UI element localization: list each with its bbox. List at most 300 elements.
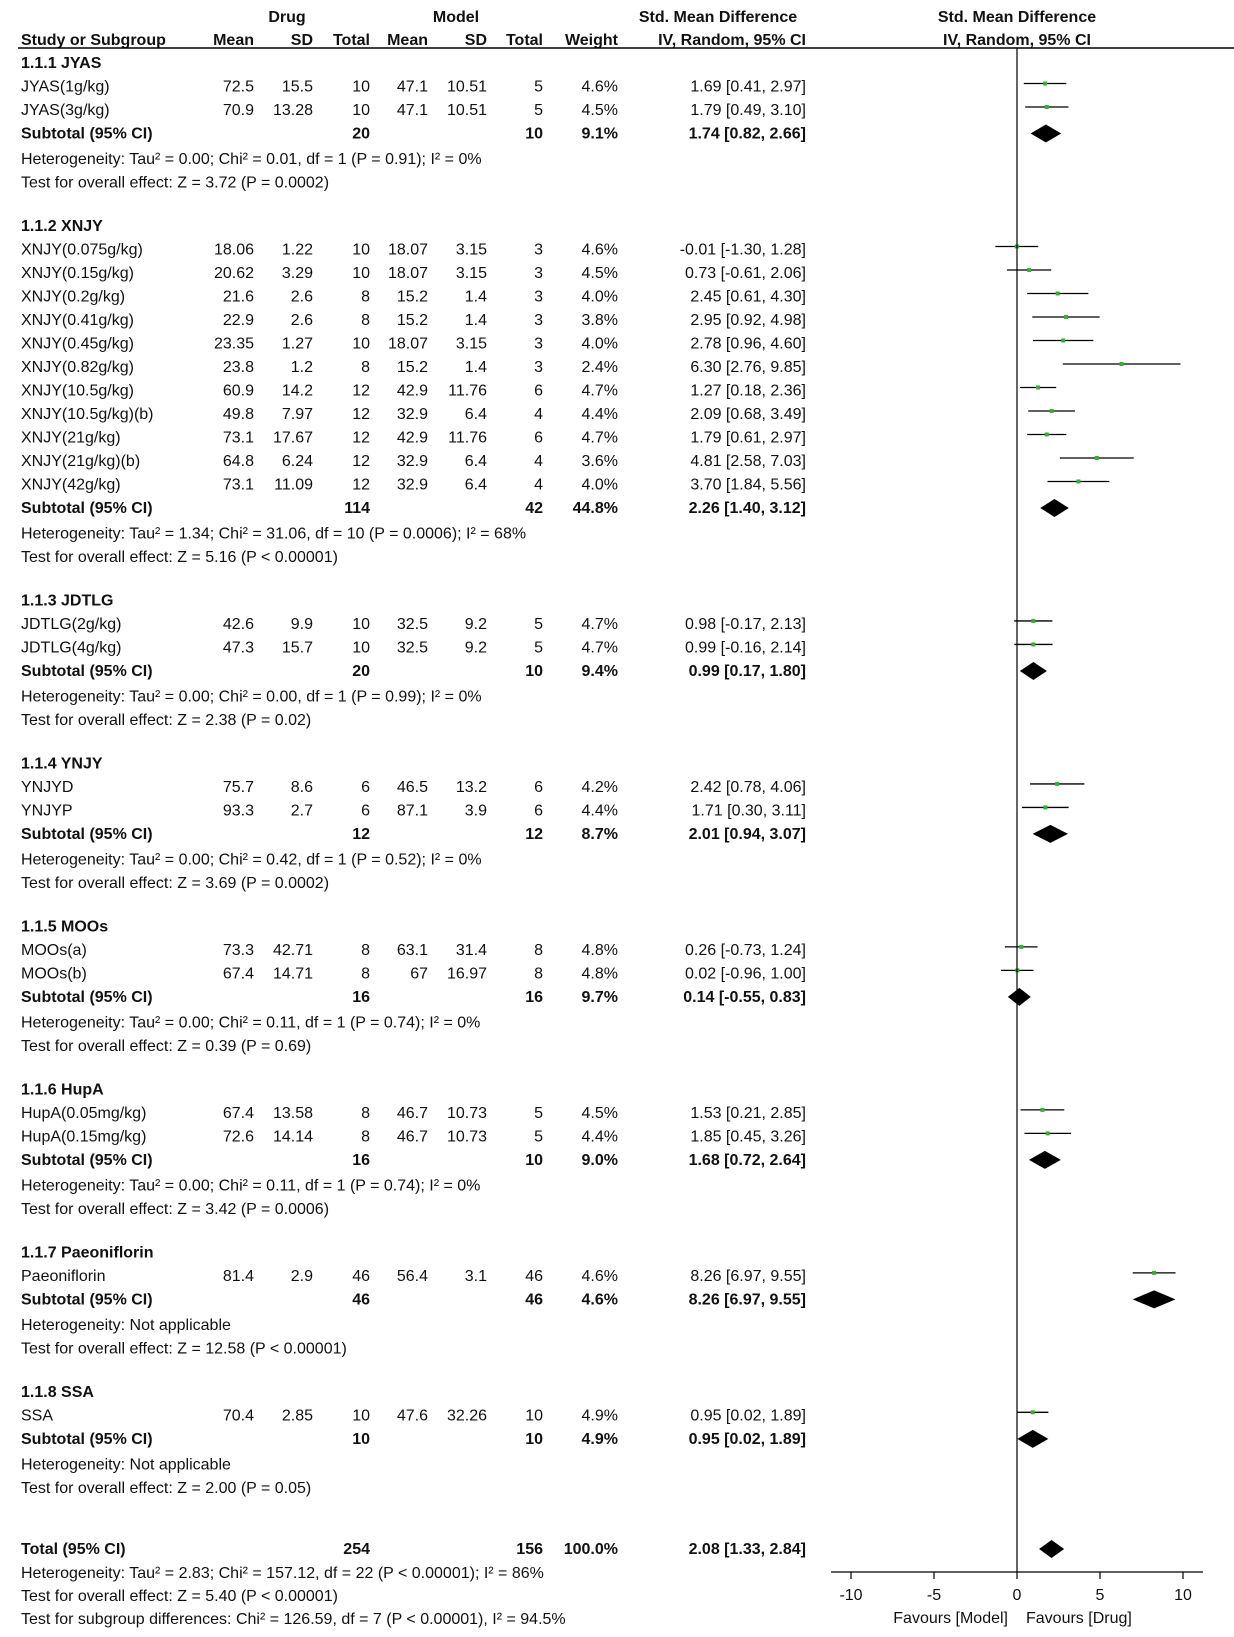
drug-total: 8: [361, 941, 370, 959]
drug-mean: 22.9: [222, 311, 254, 329]
weight-value: 4.8%: [581, 941, 618, 959]
weight-value: 4.0%: [581, 335, 618, 353]
ci-value: 0.98 [-0.17, 2.13]: [685, 615, 806, 633]
ci-value: 1.68 [0.72, 2.64]: [688, 1151, 806, 1169]
model-total: 3: [534, 311, 543, 329]
ci-value: 1.27 [0.18, 2.36]: [690, 382, 806, 400]
drug-sd: 14.2: [281, 382, 313, 400]
total-heterogeneity-text: Heterogeneity: Tau² = 2.83; Chi² = 157.12, df = 22 (P < 0.00001); I² = 86%: [21, 1565, 544, 1582]
point-estimate: [1031, 1410, 1035, 1414]
weight-value: 4.7%: [581, 639, 618, 657]
subtotal-diamond: [1017, 1430, 1048, 1448]
heterogeneity-text: Heterogeneity: Tau² = 0.00; Chi² = 0.01, df = 1 (P = 0.91); I² = 0%: [21, 151, 482, 168]
ci-value: 2.42 [0.78, 4.06]: [690, 778, 806, 796]
model-sd: 1.4: [464, 311, 487, 329]
model-total: 5: [534, 78, 543, 96]
weight-value: 4.8%: [581, 965, 618, 983]
model-total: 46: [525, 1267, 543, 1285]
x-tick-label: -5: [926, 1587, 942, 1604]
weight-value: 9.4%: [581, 662, 618, 680]
model-sd: 6.4: [464, 452, 487, 470]
drug-sd: 1.22: [281, 241, 313, 259]
model-total: 6: [534, 802, 543, 820]
model-sd: 3.15: [455, 241, 487, 259]
ci-value: 2.45 [0.61, 4.30]: [690, 288, 806, 306]
heterogeneity-text: Heterogeneity: Tau² = 0.00; Chi² = 0.11, df = 1 (P = 0.74); I² = 0%: [21, 1177, 481, 1195]
overall-effect-text: Test for overall effect: Z = 2.00 (P = 0.05): [21, 1479, 312, 1497]
plot-subtitle: IV, Random, 95% CI: [943, 32, 1091, 49]
overall-effect-text: Test for overall effect: Z = 3.42 (P = 0.0006): [21, 1200, 330, 1218]
model-total: 5: [534, 102, 543, 119]
drug-total: 10: [352, 1430, 370, 1448]
ci-value: 8.26 [6.97, 9.55]: [688, 1291, 806, 1309]
model-total: 10: [525, 1407, 543, 1425]
model-sd: 9.2: [464, 639, 487, 657]
point-estimate: [1031, 619, 1035, 623]
favours-drug-label: Favours [Drug]: [1026, 1610, 1132, 1627]
study-column-header: Study or Subgroup: [21, 32, 166, 49]
ci-value: 2.09 [0.68, 3.49]: [690, 405, 806, 423]
ci-value: -0.01 [-1.30, 1.28]: [679, 241, 806, 259]
model-sd: 3.9: [464, 802, 487, 820]
smd-column-title: Std. Mean Difference: [638, 9, 798, 26]
model-total: 10: [525, 1430, 543, 1448]
model-mean: 32.9: [396, 476, 428, 494]
subtotal-diamond: [1040, 499, 1069, 517]
weight-value: 4.0%: [581, 288, 618, 306]
drug-mean: 70.4: [222, 1407, 254, 1425]
subtotal-diamond: [1029, 1151, 1061, 1169]
ci-value: 2.08 [1.33, 2.84]: [688, 1541, 806, 1558]
model-total: 42: [525, 499, 543, 517]
drug-mean: 73.1: [222, 429, 254, 447]
ci-value: 2.01 [0.94, 3.07]: [688, 825, 806, 843]
ci-value: 3.70 [1.84, 5.56]: [690, 476, 806, 494]
heterogeneity-text: Heterogeneity: Tau² = 1.34; Chi² = 31.06, df = 10 (P = 0.0006); I² = 68%: [21, 525, 527, 543]
drug-sd: 9.9: [290, 615, 313, 633]
weight-value: 4.7%: [581, 615, 618, 633]
weight-value: 3.6%: [581, 452, 618, 470]
weight-value: 4.6%: [581, 241, 618, 259]
model-total: 3: [534, 358, 543, 376]
ci-value: 4.81 [2.58, 7.03]: [690, 452, 806, 470]
drug-total: 8: [361, 358, 370, 376]
drug-sd: 6.24: [281, 452, 313, 470]
model-total: 4: [534, 405, 543, 423]
overall-effect-text: Test for overall effect: Z = 12.58 (P < 0.00001): [21, 1340, 347, 1358]
drug-sd: 2.6: [290, 311, 313, 329]
drug-total: 16: [352, 988, 370, 1006]
model-sd: 6.4: [464, 476, 487, 494]
drug-total: 8: [361, 1104, 370, 1122]
study-name: XNJY(0.82g/kg): [21, 358, 134, 376]
drug-total: 12: [352, 405, 370, 423]
point-estimate: [1095, 456, 1099, 460]
model-sd: 31.4: [455, 941, 487, 959]
study-name: HupA(0.15mg/kg): [21, 1128, 147, 1146]
plot-title: Std. Mean Difference: [937, 9, 1097, 26]
model-sd: 32.26: [446, 1407, 487, 1425]
drug-total: 10: [352, 1407, 370, 1425]
drug-total: 12: [352, 452, 370, 470]
model-total: 46: [525, 1291, 543, 1309]
point-estimate: [1036, 385, 1040, 389]
drug-total: 10: [352, 639, 370, 657]
model-total: 16: [525, 988, 543, 1006]
model-sd: 13.2: [455, 778, 487, 796]
model-mean: 47.1: [396, 102, 428, 119]
drug-mean: 49.8: [222, 405, 254, 423]
drug-sd: 13.58: [272, 1104, 313, 1122]
drug-total: 10: [352, 335, 370, 353]
study-name: JYAS(3g/kg): [21, 102, 110, 119]
study-name: JYAS(1g/kg): [21, 78, 110, 96]
model-total-header: Total: [505, 32, 543, 49]
model-mean: 56.4: [396, 1267, 428, 1285]
model-mean: 32.9: [396, 452, 428, 470]
point-estimate: [1120, 362, 1124, 366]
drug-mean: 60.9: [222, 382, 254, 400]
weight-value: 4.4%: [581, 802, 618, 820]
model-mean: 32.5: [396, 615, 428, 633]
subgroup-differences-text: Test for subgroup differences: Chi² = 126.59, df = 7 (P < 0.00001), I² = 94.5%: [21, 1611, 566, 1628]
drug-mean: 81.4: [222, 1267, 254, 1285]
weight-value: 4.9%: [581, 1407, 618, 1425]
drug-sd: 14.14: [272, 1128, 313, 1146]
drug-total: 12: [352, 476, 370, 494]
ci-value: 0.99 [-0.16, 2.14]: [685, 639, 806, 657]
study-name: XNJY(21g/kg): [21, 429, 121, 447]
overall-effect-text: Test for overall effect: Z = 5.16 (P < 0.00001): [21, 548, 338, 566]
model-total: 4: [534, 476, 543, 494]
model-total: 5: [534, 615, 543, 633]
model-mean: 67: [410, 965, 428, 983]
drug-total: 6: [361, 802, 370, 820]
model-sd: 10.73: [446, 1104, 487, 1122]
subgroup-title: 1.1.1 JYAS: [21, 55, 102, 72]
model-total: 10: [525, 125, 543, 143]
drug-total: 114: [344, 499, 370, 517]
model-sd: 3.1: [464, 1267, 487, 1285]
weight-value: 100.0%: [563, 1541, 618, 1558]
drug-mean: 73.1: [222, 476, 254, 494]
drug-mean: 70.9: [222, 102, 254, 119]
total-overall-effect-text: Test for overall effect: Z = 5.40 (P < 0.00001): [21, 1588, 338, 1605]
model-sd: 10.51: [446, 78, 487, 96]
model-total: 5: [534, 1104, 543, 1122]
weight-value: 4.4%: [581, 1128, 618, 1146]
weight-value: 4.0%: [581, 476, 618, 494]
model-mean: 32.9: [396, 405, 428, 423]
study-name: JDTLG(4g/kg): [21, 639, 122, 657]
drug-mean: 67.4: [222, 1104, 254, 1122]
model-sd: 11.76: [448, 429, 487, 447]
drug-total: 12: [352, 825, 370, 843]
drug-total: 20: [352, 125, 370, 143]
drug-total: 20: [352, 662, 370, 680]
drug-total: 8: [361, 1128, 370, 1146]
model-sd-header: SD: [464, 32, 487, 49]
point-estimate: [1050, 409, 1054, 413]
drug-total: 46: [352, 1291, 370, 1309]
study-name: XNJY(0.45g/kg): [21, 335, 134, 353]
drug-total: 10: [352, 615, 370, 633]
point-estimate: [1031, 642, 1035, 646]
model-sd: 10.51: [446, 102, 487, 119]
drug-group-header: Drug: [268, 9, 306, 26]
heterogeneity-text: Heterogeneity: Tau² = 0.00; Chi² = 0.42, df = 1 (P = 0.52); I² = 0%: [21, 851, 482, 869]
model-sd: 9.2: [464, 615, 487, 633]
ci-value: 0.14 [-0.55, 0.83]: [683, 988, 806, 1006]
ci-value: 1.74 [0.82, 2.66]: [688, 125, 806, 143]
drug-total: 10: [352, 264, 370, 282]
drug-total: 8: [361, 965, 370, 983]
drug-sd: 14.71: [272, 965, 313, 983]
model-total: 6: [534, 778, 543, 796]
subtotal-label: Subtotal (95% CI): [21, 988, 153, 1006]
ci-value: 0.95 [0.02, 1.89]: [688, 1430, 806, 1448]
model-sd: 16.97: [446, 965, 487, 983]
weight-value: 4.9%: [581, 1430, 618, 1448]
drug-mean: 42.6: [222, 615, 254, 633]
ci-value: 0.02 [-0.96, 1.00]: [685, 965, 806, 983]
drug-mean: 18.06: [213, 241, 254, 259]
drug-total: 6: [361, 778, 370, 796]
study-name: XNJY(0.075g/kg): [21, 241, 143, 259]
subtotal-diamond: [1031, 125, 1062, 143]
model-mean-header: Mean: [387, 32, 428, 49]
model-mean: 42.9: [396, 429, 428, 447]
model-mean: 46.5: [396, 778, 428, 796]
drug-sd: 2.85: [281, 1407, 313, 1425]
drug-total-header: Total: [332, 32, 370, 49]
point-estimate: [1045, 432, 1049, 436]
point-estimate: [1045, 105, 1049, 109]
drug-mean: 23.35: [213, 335, 254, 353]
drug-total: 8: [361, 288, 370, 306]
ci-value: 2.78 [0.96, 4.60]: [690, 335, 806, 353]
drug-sd: 3.29: [281, 264, 313, 282]
model-sd: 3.15: [455, 335, 487, 353]
drug-sd: 7.97: [281, 405, 313, 423]
x-tick-label: 5: [1095, 1587, 1105, 1604]
drug-sd-header: SD: [290, 32, 313, 49]
weight-value: 9.7%: [581, 988, 618, 1006]
drug-mean-header: Mean: [213, 32, 254, 49]
model-total: 156: [516, 1541, 543, 1558]
ci-header: IV, Random, 95% CI: [658, 32, 806, 49]
ci-value: 1.53 [0.21, 2.85]: [690, 1104, 806, 1122]
point-estimate: [1152, 1271, 1156, 1275]
drug-sd: 2.7: [290, 802, 313, 820]
subgroup-title: 1.1.3 JDTLG: [21, 592, 114, 610]
drug-mean: 20.62: [213, 264, 254, 282]
ci-value: 2.95 [0.92, 4.98]: [690, 311, 806, 329]
model-mean: 87.1: [396, 802, 428, 820]
model-total: 6: [534, 382, 543, 400]
drug-sd: 8.6: [290, 778, 313, 796]
drug-sd: 17.67: [272, 429, 313, 447]
model-total: 12: [525, 825, 543, 843]
point-estimate: [1064, 315, 1068, 319]
model-mean: 18.07: [387, 241, 428, 259]
model-mean: 46.7: [396, 1128, 428, 1146]
point-estimate: [1046, 1131, 1050, 1135]
ci-value: 0.95 [0.02, 1.89]: [690, 1407, 806, 1425]
overall-effect-text: Test for overall effect: Z = 3.72 (P = 0.0002): [21, 174, 330, 192]
drug-total: 10: [352, 241, 370, 259]
weight-value: 9.1%: [581, 125, 618, 143]
drug-mean: 67.4: [222, 965, 254, 983]
model-mean: 46.7: [396, 1104, 428, 1122]
ci-value: 1.79 [0.61, 2.97]: [690, 429, 806, 447]
point-estimate: [1055, 782, 1059, 786]
subgroup-title: 1.1.5 MOOs: [21, 918, 109, 936]
drug-mean: 21.6: [222, 288, 254, 306]
study-name: XNJY(0.41g/kg): [21, 311, 134, 329]
weight-value: 44.8%: [572, 499, 618, 517]
weight-value: 9.0%: [581, 1151, 618, 1169]
point-estimate: [1043, 82, 1047, 86]
study-name: SSA: [21, 1407, 54, 1425]
drug-sd: 15.7: [281, 639, 313, 657]
point-estimate: [1043, 805, 1047, 809]
model-sd: 3.15: [455, 264, 487, 282]
ci-value: 8.26 [6.97, 9.55]: [690, 1267, 806, 1285]
drug-mean: 64.8: [222, 452, 254, 470]
drug-total: 10: [352, 78, 370, 96]
drug-total: 254: [343, 1541, 370, 1558]
ci-value: 2.26 [1.40, 3.12]: [688, 499, 806, 517]
drug-mean: 75.7: [222, 778, 254, 796]
ci-value: 1.71 [0.30, 3.11]: [691, 802, 806, 820]
model-mean: 18.07: [387, 264, 428, 282]
model-total: 10: [525, 662, 543, 680]
point-estimate: [1061, 338, 1065, 342]
weight-value: 4.6%: [581, 78, 618, 96]
drug-sd: 2.6: [290, 288, 313, 306]
model-total: 5: [534, 639, 543, 657]
ci-value: 0.26 [-0.73, 1.24]: [685, 941, 806, 959]
drug-sd: 1.2: [290, 358, 313, 376]
subtotal-label: Subtotal (95% CI): [21, 125, 153, 143]
model-total: 3: [534, 335, 543, 353]
overall-effect-text: Test for overall effect: Z = 0.39 (P = 0.69): [21, 1037, 312, 1055]
weight-header: Weight: [564, 32, 618, 49]
weight-value: 2.4%: [581, 358, 618, 376]
point-estimate: [1027, 268, 1031, 272]
weight-value: 4.4%: [581, 405, 618, 423]
drug-sd: 42.71: [272, 941, 313, 959]
model-total: 6: [534, 429, 543, 447]
subtotal-diamond: [1020, 662, 1047, 680]
drug-mean: 93.3: [222, 802, 254, 820]
subgroup-title: 1.1.7 Paeoniflorin: [21, 1244, 154, 1262]
point-estimate: [1019, 945, 1023, 949]
subtotal-diamond: [1133, 1290, 1176, 1308]
model-mean: 15.2: [396, 358, 428, 376]
weight-value: 4.6%: [581, 1267, 618, 1285]
study-name: YNJYP: [21, 802, 73, 820]
heterogeneity-text: Heterogeneity: Tau² = 0.00; Chi² = 0.00, df = 1 (P = 0.99); I² = 0%: [21, 688, 482, 706]
x-tick-label: 10: [1174, 1587, 1192, 1604]
study-name: XNJY(0.2g/kg): [21, 288, 126, 306]
subtotal-label: Subtotal (95% CI): [21, 1291, 153, 1309]
study-name: XNJY(0.15g/kg): [21, 264, 134, 282]
subtotal-label: Subtotal (95% CI): [21, 825, 153, 843]
point-estimate: [1056, 291, 1060, 295]
model-total: 3: [534, 241, 543, 259]
model-total: 5: [534, 1128, 543, 1146]
model-mean: 18.07: [387, 335, 428, 353]
drug-mean: 23.8: [222, 358, 254, 376]
drug-total: 8: [361, 311, 370, 329]
drug-total: 16: [352, 1151, 370, 1169]
model-sd: 6.4: [464, 405, 487, 423]
overall-effect-text: Test for overall effect: Z = 3.69 (P = 0.0002): [21, 874, 330, 892]
model-sd: 11.76: [448, 382, 487, 400]
ci-value: 1.69 [0.41, 2.97]: [690, 78, 806, 96]
model-total: 3: [534, 288, 543, 306]
model-total: 8: [534, 965, 543, 983]
subtotal-label: Subtotal (95% CI): [21, 499, 153, 517]
model-mean: 15.2: [396, 311, 428, 329]
study-name: XNJY(42g/kg): [21, 476, 121, 494]
drug-sd: 11.09: [274, 476, 313, 494]
subtotal-label: Subtotal (95% CI): [21, 662, 153, 680]
x-tick-label: -10: [839, 1587, 863, 1604]
study-name: XNJY(10.5g/kg)(b): [21, 405, 154, 423]
subtotal-label: Subtotal (95% CI): [21, 1430, 153, 1448]
drug-total: 10: [352, 102, 370, 119]
drug-sd: 15.5: [281, 78, 313, 96]
drug-total: 46: [352, 1267, 370, 1285]
weight-value: 4.2%: [581, 778, 618, 796]
ci-value: 0.99 [0.17, 1.80]: [688, 662, 806, 680]
heterogeneity-text: Heterogeneity: Not applicable: [21, 1456, 231, 1474]
heterogeneity-text: Heterogeneity: Not applicable: [21, 1316, 231, 1334]
total-label: Total (95% CI): [21, 1541, 126, 1558]
model-sd: 1.4: [464, 288, 487, 306]
model-total: 8: [534, 941, 543, 959]
drug-mean: 72.5: [222, 78, 254, 96]
drug-mean: 73.3: [222, 941, 254, 959]
model-mean: 42.9: [396, 382, 428, 400]
drug-total: 12: [352, 382, 370, 400]
model-mean: 15.2: [396, 288, 428, 306]
drug-sd: 1.27: [281, 335, 313, 353]
weight-value: 4.6%: [581, 1291, 618, 1309]
ci-value: 1.85 [0.45, 3.26]: [690, 1128, 806, 1146]
model-mean: 47.6: [396, 1407, 428, 1425]
model-total: 10: [525, 1151, 543, 1169]
study-name: MOOs(a): [21, 941, 87, 959]
weight-value: 8.7%: [581, 825, 618, 843]
weight-value: 4.5%: [581, 1104, 618, 1122]
weight-value: 4.7%: [581, 382, 618, 400]
subgroup-title: 1.1.8 SSA: [21, 1383, 94, 1401]
drug-mean: 47.3: [222, 639, 254, 657]
weight-value: 4.5%: [581, 102, 618, 119]
ci-value: 6.30 [2.76, 9.85]: [690, 358, 806, 376]
study-name: Paeoniflorin: [21, 1267, 106, 1285]
model-mean: 47.1: [396, 78, 428, 96]
study-name: HupA(0.05mg/kg): [21, 1104, 147, 1122]
ci-value: 1.79 [0.49, 3.10]: [690, 102, 806, 119]
subgroup-title: 1.1.4 YNJY: [21, 755, 103, 773]
point-estimate: [1076, 479, 1080, 483]
model-sd: 1.4: [464, 358, 487, 376]
